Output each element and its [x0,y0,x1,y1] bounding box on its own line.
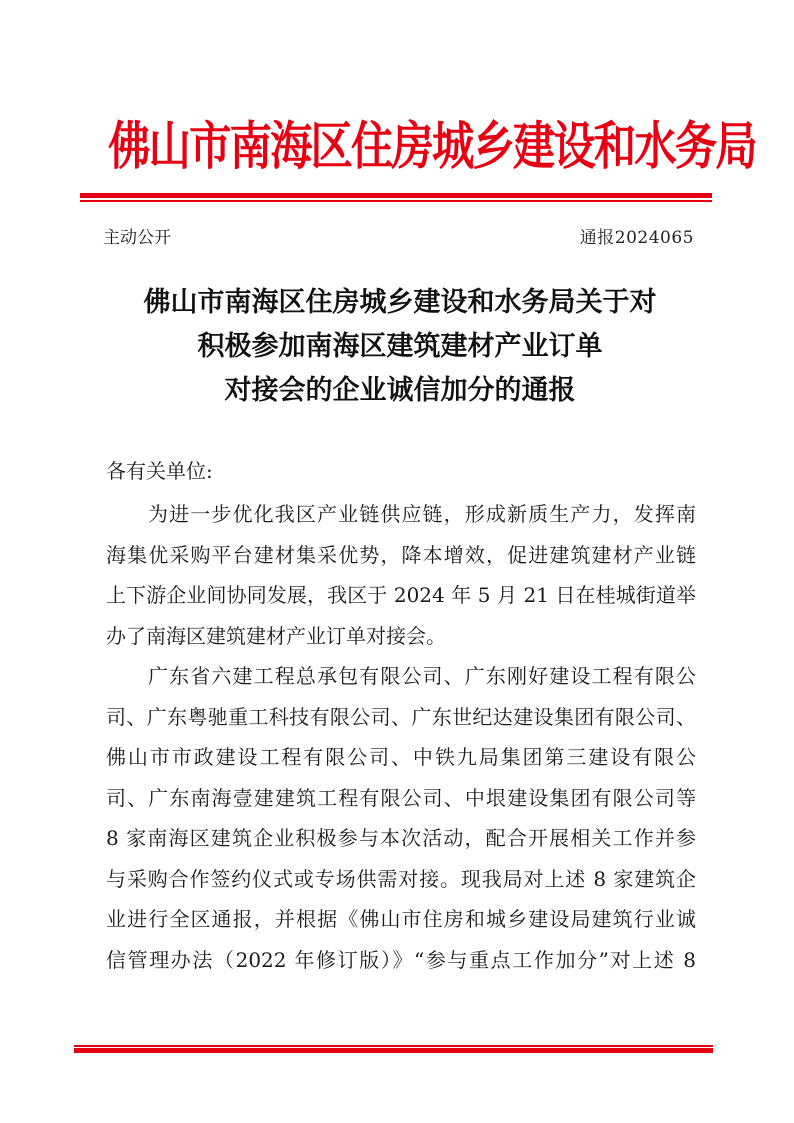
body-line: 海集优采购平台建材集采优势，降本增效，促进建筑建材产业链 [106,542,696,567]
body-line: 上下游企业间协同发展，我区于 2024 年 5 月 21 日在桂城街道举 [106,583,696,607]
body-line: 信管理办法（2022 年修订版）》“参与重点工作加分”对上述 8 [106,947,696,972]
body-line: 司、广东南海壹建建筑工程有限公司、中垠建设集团有限公司等 [106,785,696,810]
document-title-line: 对接会的企业诚信加分的通报 [224,375,576,406]
document-number: 通报2024065 [579,228,694,248]
document-meta-row [103,224,694,252]
body-line: 与采购合作签约仪式或专场供需对接。现我局对上述 8 家建筑企 [106,866,696,891]
body-line: 为进一步优化我区产业链供应链，形成新质生产力，发挥南 [148,502,696,526]
masthead-text: 佛山市南海区住房城乡建设和水务局 [108,115,756,177]
body-line: 业进行全区通报，并根据《佛山市住房和城乡建设局建筑行业诚 [106,907,696,931]
header-divider-thick [80,193,712,198]
footer-divider-thin [74,1045,713,1047]
disclosure-label: 主动公开 [103,228,171,248]
body-line: 8 家南海区建筑企业积极参与本次活动，配合开展相关工作并参 [106,826,696,850]
masthead-organization-name [80,114,756,178]
document-title [80,281,720,413]
document-title-line: 佛山市南海区住房城乡建设和水务局关于对 [143,287,657,318]
salutation: 各有关单位: [106,459,213,483]
body-line: 办了南海区建筑建材产业订单对接会。 [106,623,446,648]
footer-divider-thick [74,1048,713,1053]
body-line: 佛山市市政建设工程有限公司、中铁九局集团第三建设有限公 [106,745,696,769]
body-line: 司、广东粤驰重工科技有限公司、广东世纪达建设集团有限公司、 [106,704,696,729]
header-divider-thin [80,200,712,202]
body-line: 广东省六建工程总承包有限公司、广东刚好建设工程有限公 [148,664,696,688]
document-body [106,451,696,980]
document-title-line: 积极参加南海区建筑建材产业订单 [197,331,603,362]
